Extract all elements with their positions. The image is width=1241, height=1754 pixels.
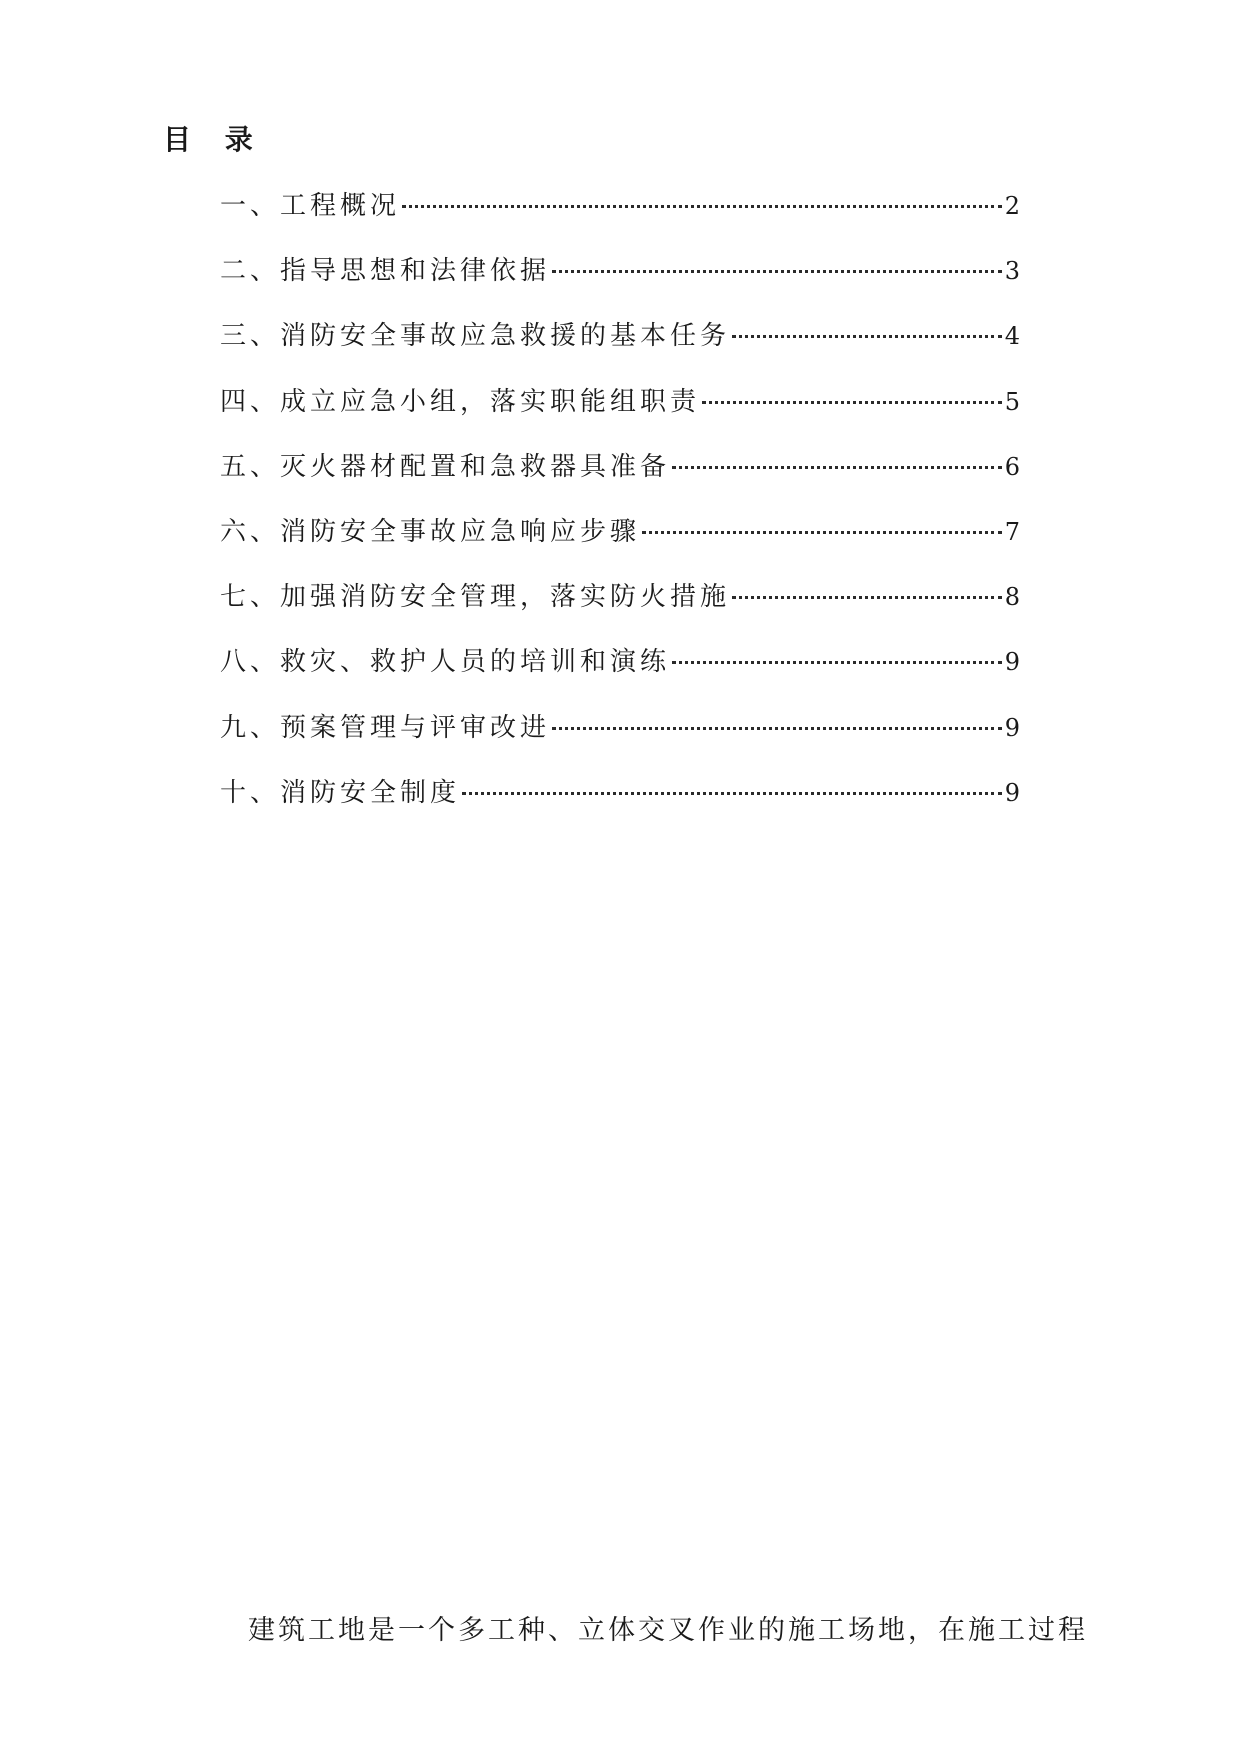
toc-entry[interactable] bbox=[220, 186, 1020, 226]
toc-entry-page: 5 bbox=[1004, 387, 1020, 416]
toc-entry-label: 六、消防安全事故应急响应步骤 bbox=[220, 516, 641, 547]
toc-entry[interactable] bbox=[220, 382, 1020, 422]
toc-entry-page: 6 bbox=[1004, 452, 1020, 481]
toc-dot-leader bbox=[462, 792, 1002, 795]
toc-entry-label: 三、消防安全事故应急救援的基本任务 bbox=[220, 321, 731, 352]
toc-entry-page: 3 bbox=[1004, 257, 1020, 286]
toc-entry-page: 2 bbox=[1004, 192, 1020, 220]
toc-entry[interactable] bbox=[220, 512, 1020, 552]
toc-entry-label: 四、成立应急小组，落实职能组职责 bbox=[220, 386, 701, 417]
toc-dot-leader bbox=[702, 401, 1002, 404]
toc-entry-page: 4 bbox=[1004, 322, 1020, 351]
body-paragraph: 建筑工地是一个多工种、立体交叉作业的施工场地，在施工过程 bbox=[248, 1615, 1088, 1646]
toc-entry-label: 七、加强消防安全管理，落实防火措施 bbox=[220, 582, 731, 613]
toc-dot-leader bbox=[672, 466, 1002, 469]
toc-dot-leader bbox=[642, 531, 1002, 534]
toc-entry[interactable] bbox=[220, 447, 1020, 487]
toc-entry-label: 八、救灾、救护人员的培训和演练 bbox=[220, 647, 671, 678]
toc-dot-leader bbox=[552, 727, 1002, 730]
toc-entry-page: 8 bbox=[1004, 583, 1020, 612]
toc-dot-leader bbox=[552, 270, 1002, 273]
table-of-contents bbox=[220, 186, 1020, 838]
toc-entry[interactable] bbox=[220, 708, 1020, 748]
toc-dot-leader bbox=[732, 596, 1002, 599]
toc-dot-leader bbox=[672, 661, 1002, 664]
toc-entry[interactable] bbox=[220, 642, 1020, 682]
toc-entry-page: 9 bbox=[1004, 648, 1020, 677]
toc-entry-label: 二、指导思想和法律依据 bbox=[220, 256, 551, 287]
toc-entry-page: 9 bbox=[1004, 713, 1020, 742]
toc-entry-label: 一、工程概况 bbox=[220, 191, 401, 221]
toc-entry[interactable] bbox=[220, 251, 1020, 291]
toc-entry[interactable] bbox=[220, 577, 1020, 617]
toc-entry[interactable] bbox=[220, 773, 1020, 813]
toc-dot-leader bbox=[402, 205, 1002, 208]
toc-dot-leader bbox=[732, 335, 1002, 338]
toc-entry-label: 十、消防安全制度 bbox=[220, 777, 461, 808]
toc-entry-label: 五、灭火器材配置和急救器具准备 bbox=[220, 451, 671, 482]
toc-entry-label: 九、预案管理与评审改进 bbox=[220, 712, 551, 743]
toc-entry[interactable] bbox=[220, 316, 1020, 356]
toc-entry-page: 7 bbox=[1004, 517, 1020, 546]
toc-entry-page: 9 bbox=[1004, 778, 1020, 807]
toc-title: 目 录 bbox=[163, 123, 265, 156]
